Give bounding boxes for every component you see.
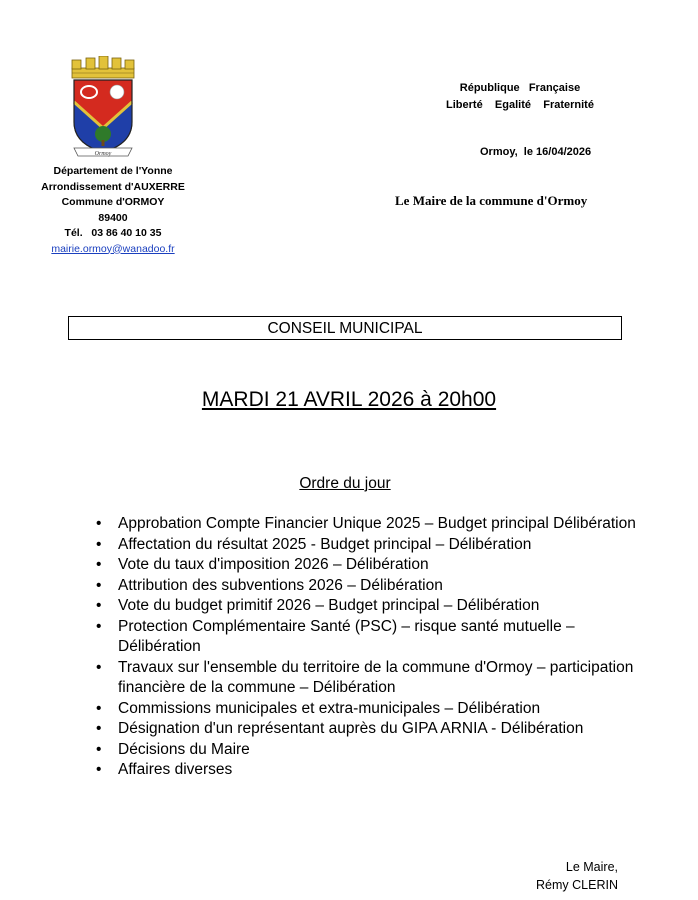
department-line: Département de l'Yonne bbox=[53, 165, 173, 177]
agenda-item-text: Décisions du Maire bbox=[118, 740, 250, 758]
agenda-title: Ordre du jour bbox=[299, 475, 391, 492]
council-heading: CONSEIL MUNICIPAL bbox=[267, 320, 423, 337]
commune-line: Commune d'ORMOY bbox=[61, 196, 165, 208]
bullet-icon: • bbox=[96, 761, 102, 778]
postal-code: 89400 bbox=[98, 211, 128, 224]
devise-line: Liberté Egalité Fraternité bbox=[446, 99, 594, 111]
agenda-item-text: Approbation Compte Financier Unique 2025 – Budget principal Délibération bbox=[118, 515, 636, 532]
agenda-item-text: Affectation du résultat 2025 - Budget principal – Délibération bbox=[118, 535, 532, 553]
council-heading-box bbox=[68, 316, 622, 340]
mural-crown bbox=[72, 56, 134, 78]
agenda-item-text: Vote du budget primitif 2026 – Budget principal – Délibération bbox=[118, 597, 540, 614]
agenda-item-text: Attribution des subventions 2026 – Délibération bbox=[118, 576, 443, 594]
bullet-icon: • bbox=[96, 617, 102, 635]
bullet-icon: • bbox=[96, 658, 102, 676]
agenda-list bbox=[96, 514, 656, 781]
agenda-item bbox=[96, 658, 656, 699]
bullet-icon: • bbox=[96, 576, 102, 594]
agenda-item-text: Désignation d'un représentant auprès du GIPA ARNIA - Délibération bbox=[118, 720, 584, 737]
phone-number: Tél. 03 86 40 10 35 bbox=[64, 227, 162, 239]
signature-name: Rémy CLERIN bbox=[536, 878, 618, 892]
agenda-item bbox=[96, 719, 656, 740]
coat-of-arms-logo bbox=[66, 56, 140, 160]
date-line: Ormoy, le 16/04/2026 bbox=[480, 146, 592, 158]
agenda-item bbox=[96, 760, 656, 781]
agenda-item-text: Affaires diverses bbox=[118, 761, 233, 778]
signature-block bbox=[500, 858, 618, 894]
sender-address-block bbox=[28, 164, 198, 257]
bullet-icon: • bbox=[96, 720, 102, 737]
agenda-item bbox=[96, 555, 656, 576]
bullet-icon: • bbox=[96, 597, 102, 614]
bullet-icon: • bbox=[96, 740, 102, 758]
motto-ribbon bbox=[74, 148, 132, 157]
agenda-item-text: Protection Complémentaire Santé (PSC) – risque santé mutuelle – Délibération bbox=[118, 617, 575, 655]
email-link[interactable]: mairie.ormoy@wanadoo.fr bbox=[51, 242, 175, 255]
bullet-icon: • bbox=[96, 535, 102, 553]
meeting-date: MARDI 21 AVRIL 2026 à 20h00 bbox=[201, 388, 497, 411]
republic-line: République Française bbox=[459, 82, 581, 94]
republic-motto bbox=[410, 80, 630, 114]
arrondissement-line: Arrondissement d'AUXERRE bbox=[41, 180, 185, 193]
crest-motto: Ormoy bbox=[94, 151, 112, 157]
agenda-item bbox=[96, 699, 656, 720]
agenda-item bbox=[96, 596, 656, 617]
agenda-item-text: Commissions municipales et extra-municipales – Délibération bbox=[118, 699, 541, 717]
bullet-icon: • bbox=[96, 515, 102, 532]
bullet-icon: • bbox=[96, 699, 102, 717]
shield bbox=[74, 80, 132, 152]
agenda-item bbox=[96, 514, 656, 535]
signature-title: Le Maire, bbox=[565, 860, 618, 874]
agenda-item bbox=[96, 617, 656, 658]
agenda-item-text: Vote du taux d'imposition 2026 – Délibération bbox=[118, 556, 429, 573]
agenda-item bbox=[96, 535, 656, 556]
bullet-icon: • bbox=[96, 556, 102, 573]
agenda-item bbox=[96, 740, 656, 761]
agenda-item-text: Travaux sur l'ensemble du territoire de la commune d'Ormoy – participation financière de la commune – Délibération bbox=[118, 658, 634, 696]
agenda-item bbox=[96, 576, 656, 597]
mayor-title: Le Maire de la commune d'Ormoy bbox=[395, 193, 588, 208]
